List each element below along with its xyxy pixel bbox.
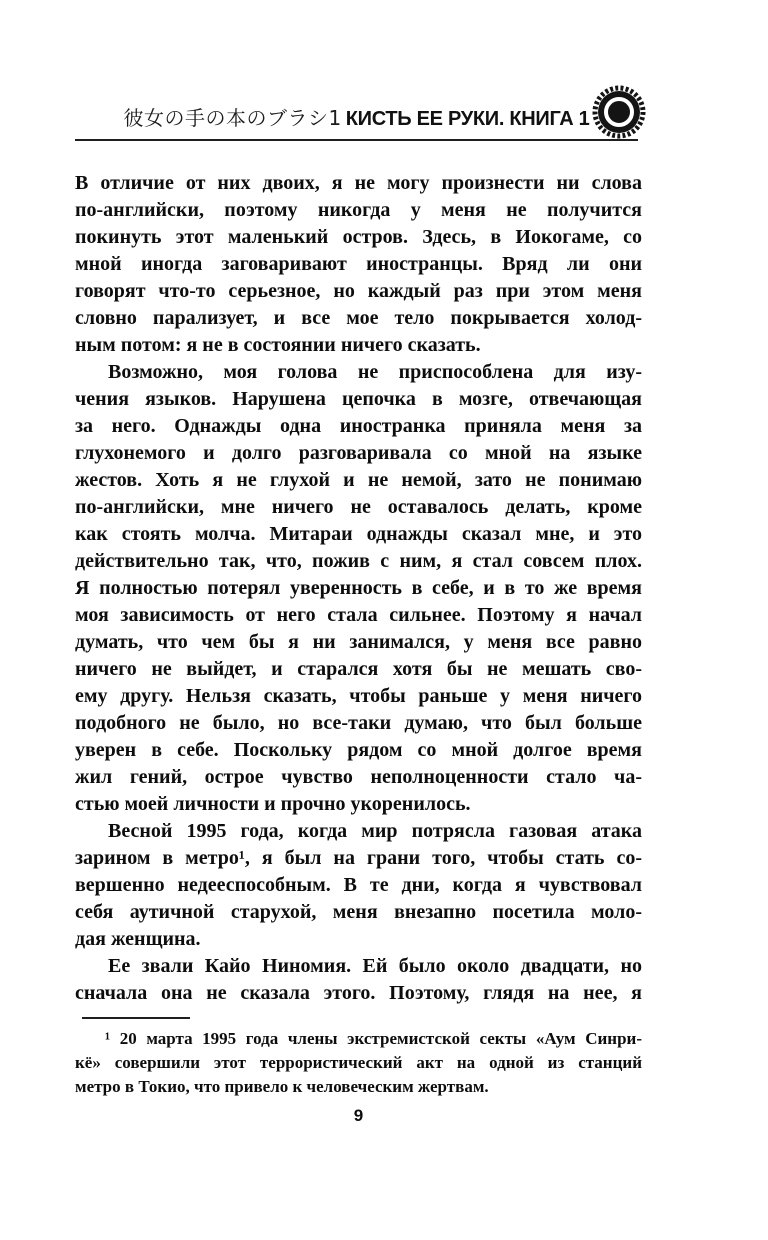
text-line: жестов. Хоть я не глухой и не немой, зато не понимаю <box>75 469 642 491</box>
gear-icon <box>592 85 646 139</box>
text-line: словно парализует, и все мое тело покрывается холод- <box>75 307 642 329</box>
text-line: жил гений, острое чувство неполноценности стало ча- <box>75 766 642 788</box>
text-line: за него. Однажды одна иностранка приняла меня за <box>75 415 642 437</box>
paragraph <box>75 359 642 818</box>
text-line: зарином в метро¹, я был на грани того, чтобы стать со- <box>75 847 642 869</box>
running-header <box>75 102 638 131</box>
text-line: В отличие от них двоих, я не могу произнести ни слова <box>75 172 642 194</box>
text-line: вершенно недееспособным. В те дни, когда я чувствовал <box>75 874 642 896</box>
text-line: говорят что-то серьезное, но каждый раз при этом меня <box>75 280 642 302</box>
text-line: по-английски, мне ничего не оставалось делать, кроме <box>75 496 642 518</box>
text-line: подобного не было, но все-таки думаю, что был больше <box>75 712 642 734</box>
paragraph <box>75 1027 642 1099</box>
text-line: сначала она не сказала этого. Поэтому, глядя на нее, я <box>75 982 642 1004</box>
text-line: Весной 1995 года, когда мир потрясла газовая атака <box>108 820 642 842</box>
text-line: мной иногда заговаривают иностранцы. Вряд ли они <box>75 253 642 275</box>
text-line: Ее звали Кайо Ниномия. Ей было около двадцати, но <box>108 955 642 977</box>
text-line: себя аутичной старухой, меня внезапно посетила моло- <box>75 901 642 923</box>
page-number: 9 <box>353 1106 364 1125</box>
header-title-japanese: 彼女の手の本のブラシ1 <box>123 106 342 130</box>
text-line: покинуть этот маленький остров. Здесь, в Иокогаме, со <box>75 226 642 248</box>
text-line: как стоять молча. Митараи однажды сказал мне, и это <box>75 523 642 545</box>
text-line: ему другу. Нельзя сказать, чтобы раньше у меня ничего <box>75 685 642 707</box>
text-line: чения языков. Нарушена цепочка в мозге, отвечающая <box>75 388 642 410</box>
body-text <box>75 170 642 1007</box>
text-line: думать, что чем бы я ни занимался, у меня все равно <box>75 631 642 653</box>
text-line: действительно так, что, пожив с ним, я стал совсем плох. <box>75 550 642 572</box>
paragraph <box>75 170 642 359</box>
text-line: моя зависимость от него стала сильнее. Поэтому я начал <box>75 604 642 626</box>
header-divider <box>75 139 638 141</box>
text-line: по-английски, поэтому никогда у меня не получится <box>75 199 642 221</box>
text-line: ничего не выйдет, и старался хотя бы не мешать сво- <box>75 658 642 680</box>
text-line: Возможно, моя голова не приспособлена для изу- <box>108 361 642 383</box>
text-line: метро в Токио, что привело к человеческим жертвам. <box>75 1077 489 1096</box>
text-line: Я полностью потерял уверенность в себе, и в то же время <box>75 577 642 599</box>
text-line: стью моей личности и прочно укоренилось. <box>75 793 471 815</box>
text-line: ным потом: я не в состоянии ничего сказать. <box>75 334 481 356</box>
text-line: дая женщина. <box>75 928 201 950</box>
text-line: уверен в себе. Поскольку рядом со мной долгое время <box>75 739 642 761</box>
text-line: ¹ 20 марта 1995 года члены экстремистской секты «Аум Синри- <box>105 1029 642 1048</box>
header-title-russian: КИСТЬ ЕЕ РУКИ. КНИГА 1 <box>345 108 590 130</box>
paragraph <box>75 953 642 1007</box>
footnote <box>75 1027 642 1099</box>
paragraph <box>75 818 642 953</box>
text-line: глухонемого и долго разговаривала со мной на языке <box>75 442 642 464</box>
footnote-divider <box>82 1017 190 1019</box>
text-line: кё» совершили этот террористический акт на одной из станций <box>75 1053 642 1072</box>
